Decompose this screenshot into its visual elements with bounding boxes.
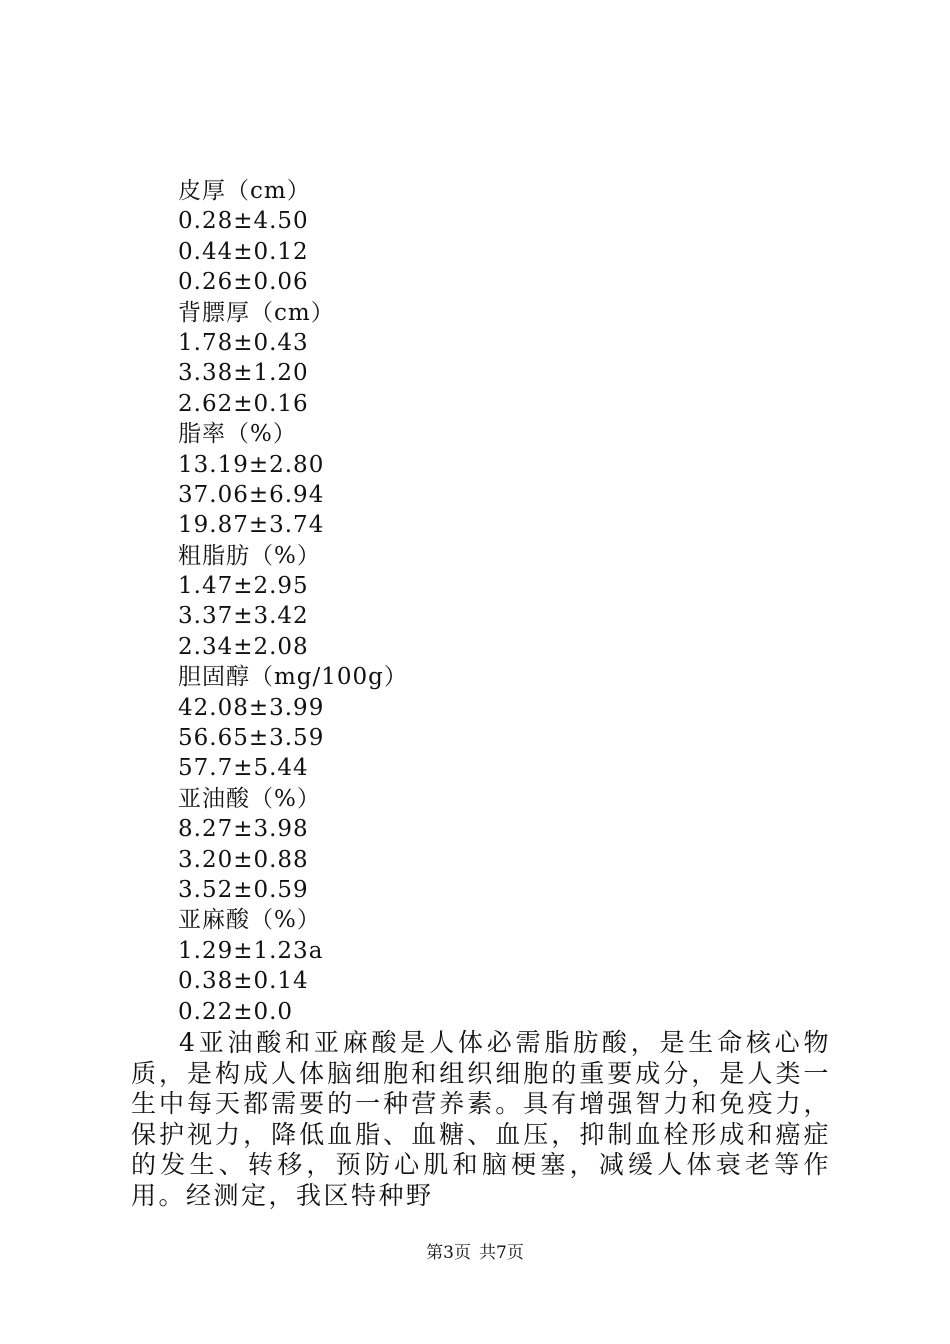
page-total: 共7页 bbox=[479, 1243, 524, 1263]
list-item: 3.20±0.88 bbox=[178, 846, 309, 873]
list-item: 19.87±3.74 bbox=[178, 512, 325, 539]
page-footer bbox=[0, 1242, 950, 1264]
list-item: 13.19±2.80 bbox=[178, 451, 325, 478]
list-item: 3.52±0.59 bbox=[178, 876, 309, 903]
list-item: 8.27±3.98 bbox=[178, 816, 309, 843]
list-item: 胆固醇（mg/100g） bbox=[178, 664, 408, 691]
list-item: 1.47±2.95 bbox=[178, 573, 309, 600]
list-item: 粗脂肪（%） bbox=[178, 542, 321, 569]
list-item: 3.37±3.42 bbox=[178, 603, 309, 630]
list-item: 57.7±5.44 bbox=[178, 755, 309, 782]
list-item: 2.62±0.16 bbox=[178, 390, 309, 417]
measurement-list bbox=[178, 176, 408, 1027]
list-item: 亚油酸（%） bbox=[178, 785, 321, 812]
list-item: 2.34±2.08 bbox=[178, 633, 309, 660]
list-item: 脂率（%） bbox=[178, 421, 297, 448]
list-item: 亚麻酸（%） bbox=[178, 907, 321, 934]
list-item: 1.78±0.43 bbox=[178, 329, 309, 356]
list-item: 56.65±3.59 bbox=[178, 725, 325, 752]
paragraph-text: 4亚油酸和亚麻酸是人体必需脂肪酸，是生命核心物质，是构成人体脑细胞和组织细胞的重要成分，是人类一生中每天都需要的一种营养素。具有增强智力和免疫力，保护视力，降低血脂、血糖、血压，抑制血栓形成和癌症的发生、转移，预防心肌和脑梗塞，减缓人体衰老等作用。经测定，我区特种野 bbox=[131, 1028, 831, 1210]
body-paragraph bbox=[131, 1028, 831, 1212]
list-item: 皮厚（cm） bbox=[178, 178, 311, 204]
page-number: 第3页 bbox=[426, 1243, 471, 1263]
list-item: 0.22±0.0 bbox=[178, 998, 294, 1025]
list-item: 1.29±1.23a bbox=[178, 937, 324, 964]
list-item: 0.44±0.12 bbox=[178, 238, 309, 265]
list-item: 42.08±3.99 bbox=[178, 694, 325, 721]
list-item: 0.38±0.14 bbox=[178, 968, 309, 995]
list-item: 0.26±0.06 bbox=[178, 269, 309, 296]
list-item: 背膘厚（cm） bbox=[178, 299, 335, 326]
list-item: 37.06±6.94 bbox=[178, 481, 325, 508]
list-item: 3.38±1.20 bbox=[178, 360, 309, 387]
list-item: 0.28±4.50 bbox=[178, 208, 309, 235]
